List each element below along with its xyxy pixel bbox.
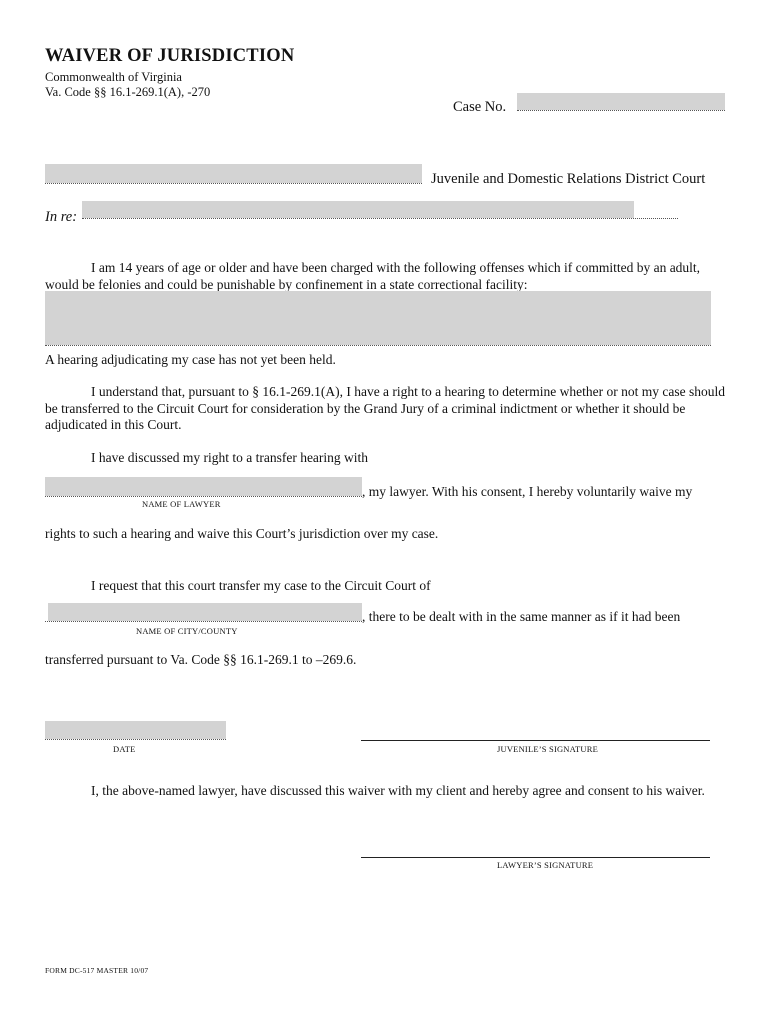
dealt-with-text: , there to be dealt with in the same manner as if it had been [362, 609, 681, 624]
right-to-hearing-paragraph: I understand that, pursuant to § 16.1-269.1(A), I have a right to a hearing to determine whether or not my case should be transferred to the Circuit Court for consideration by the Grand Jury of a criminal indictment or whether it should be adjudicated in this Court. [45, 384, 725, 432]
city-county-caption: NAME OF CITY/COUNTY [136, 626, 238, 636]
in-re-label: In re: [45, 209, 78, 225]
form-number-footer: FORM DC-517 MASTER 10/07 [45, 966, 149, 975]
offenses-dotted-line [45, 345, 711, 346]
name-of-lawyer-caption: NAME OF LAWYER [142, 499, 221, 509]
juvenile-signature-caption: JUVENILE’S SIGNATURE [497, 744, 599, 754]
lawyer-name-dotted-line [45, 496, 362, 497]
rights-waiver-text: rights to such a hearing and waive this Court’s jurisdiction over my case. [45, 526, 439, 541]
offenses-field[interactable] [45, 291, 711, 345]
jurisdiction-subtitle: Commonwealth of Virginia [45, 70, 182, 84]
case-no-dotted-line [517, 110, 725, 111]
transferred-pursuant-text: transferred pursuant to Va. Code §§ 16.1-269.1 to –269.6. [45, 652, 357, 667]
code-reference: Va. Code §§ 16.1-269.1(A), -270 [45, 85, 211, 99]
date-caption: DATE [113, 744, 136, 754]
case-no-field[interactable] [517, 93, 725, 110]
discussed-hearing-text: I have discussed my right to a transfer hearing with [91, 450, 369, 465]
lawyer-consent-text: , my lawyer. With his consent, I hereby voluntarily waive my [362, 484, 693, 499]
juvenile-signature-line[interactable] [361, 740, 710, 741]
lawyer-name-field[interactable] [45, 477, 362, 496]
offenses-paragraph: I am 14 years of age or older and have been charged with the following offenses which if committed by an adult, would be felonies and could be punishable by confinement in a state correctional facility: [45, 260, 701, 292]
hearing-not-held-text: A hearing adjudicating my case has not yet been held. [45, 352, 336, 367]
lawyer-consent-statement: I, the above-named lawyer, have discussed this waiver with my client and hereby agree and consent to his waiver. [91, 783, 705, 798]
lawyer-signature-line[interactable] [361, 857, 710, 858]
form-title: WAIVER OF JURISDICTION [45, 46, 295, 66]
city-county-dotted-line [45, 621, 362, 622]
court-name-dotted-line [45, 183, 422, 184]
transfer-request-text: I request that this court transfer my case to the Circuit Court of [91, 578, 431, 593]
in-re-dotted-line [82, 218, 678, 219]
in-re-field[interactable] [82, 201, 634, 218]
date-dotted-line [45, 739, 226, 740]
court-name-field[interactable] [45, 164, 422, 183]
date-field[interactable] [45, 721, 226, 739]
case-no-label: Case No. [453, 99, 507, 115]
lawyer-signature-caption: LAWYER’S SIGNATURE [497, 860, 594, 870]
city-county-field[interactable] [48, 603, 362, 621]
court-label: Juvenile and Domestic Relations District Court [431, 171, 706, 187]
